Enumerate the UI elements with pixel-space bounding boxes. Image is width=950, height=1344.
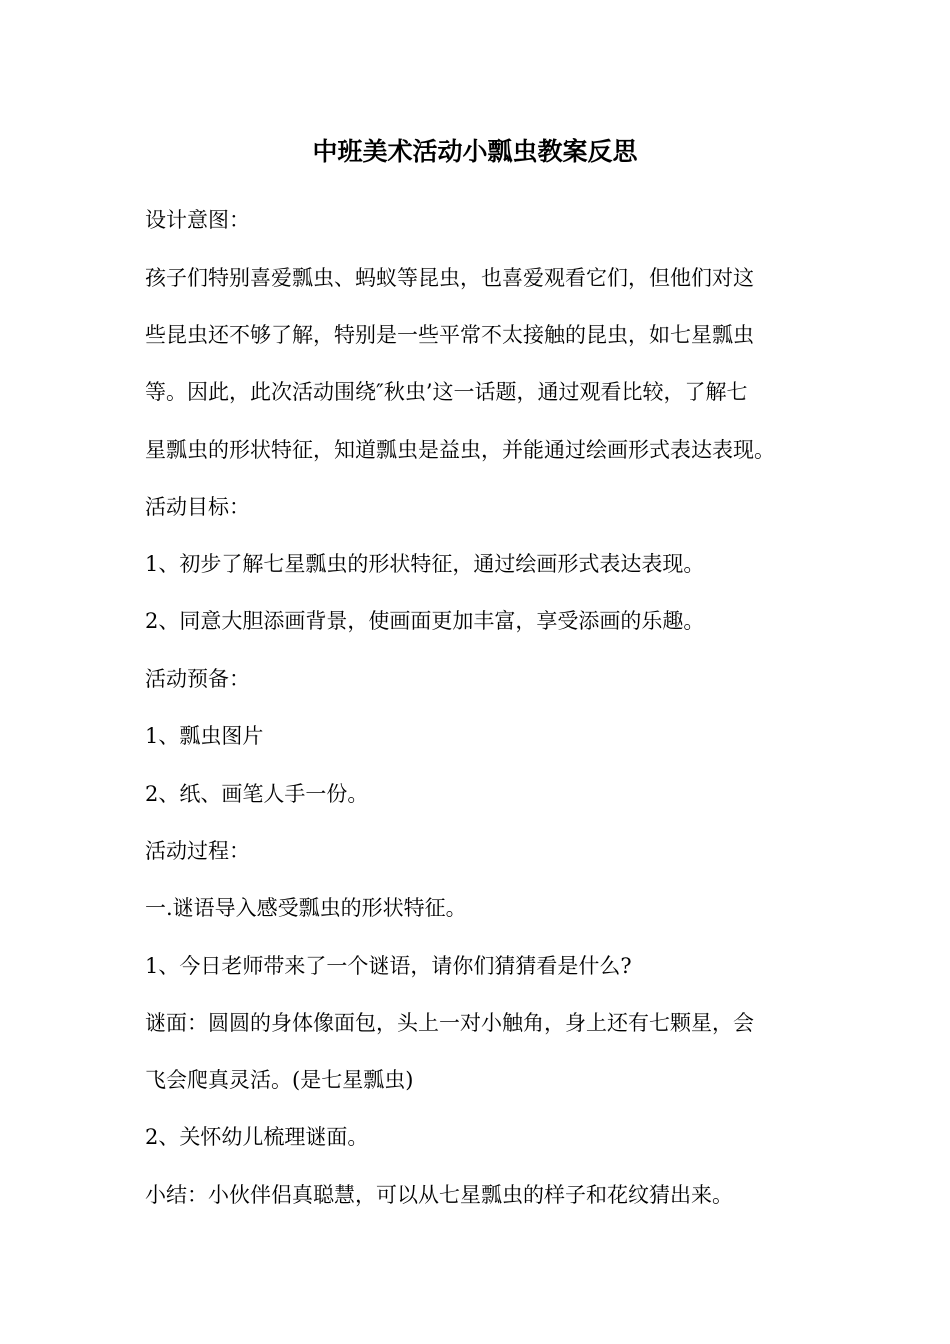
list-item: 1、今日老师带来了一个谜语，请你们猜猜看是什么? (145, 954, 632, 978)
section-heading-activity-goals: 活动目标： (145, 495, 250, 519)
paragraph-line: 星瓢虫的形状特征，知道瓢虫是益虫，并能通过绘画形式表达表现。 (145, 438, 775, 462)
list-item: 2、关怀幼儿梳理谜面。 (145, 1125, 369, 1149)
list-item: 2、同意大胆添画背景，使画面更加丰富，享受添画的乐趣。 (145, 609, 705, 633)
paragraph-line: 小结：小伙伴侣真聪慧，可以从七星瓢虫的样子和花纹猜出来。 (145, 1183, 733, 1207)
paragraph-line: 等。因此，此次活动围绕″秋虫’这一话题，通过观看比较，了解七 (145, 380, 748, 404)
list-item: 1、初步了解七星瓢虫的形状特征，通过绘画形式表达表现。 (145, 552, 705, 576)
paragraph-line: 孩子们特别喜爱瓢虫、蚂蚁等昆虫，也喜爱观看它们，但他们对这 (145, 266, 754, 290)
paragraph-line: 飞会爬真灵活。(是七星瓢虫) (145, 1068, 414, 1092)
list-item: 2、纸、画笔人手一份。 (145, 782, 369, 806)
list-item: 1、瓢虫图片 (145, 724, 264, 748)
section-heading-activity-prep: 活动预备： (145, 667, 250, 691)
section-heading-activity-process: 活动过程： (145, 839, 250, 863)
section-heading-design-intent: 设计意图： (145, 208, 250, 232)
subsection-heading: 一.谜语导入感受瓢虫的形状特征。 (145, 896, 467, 920)
paragraph-line: 谜面：圆圆的身体像面包，头上一对小触角，身上还有七颗星，会 (145, 1011, 754, 1035)
paragraph-line: 些昆虫还不够了解，特别是一些平常不太接触的昆虫，如七星瓢虫 (145, 323, 754, 347)
document-title: 中班美术活动小瓢虫教案反思 (312, 137, 638, 166)
